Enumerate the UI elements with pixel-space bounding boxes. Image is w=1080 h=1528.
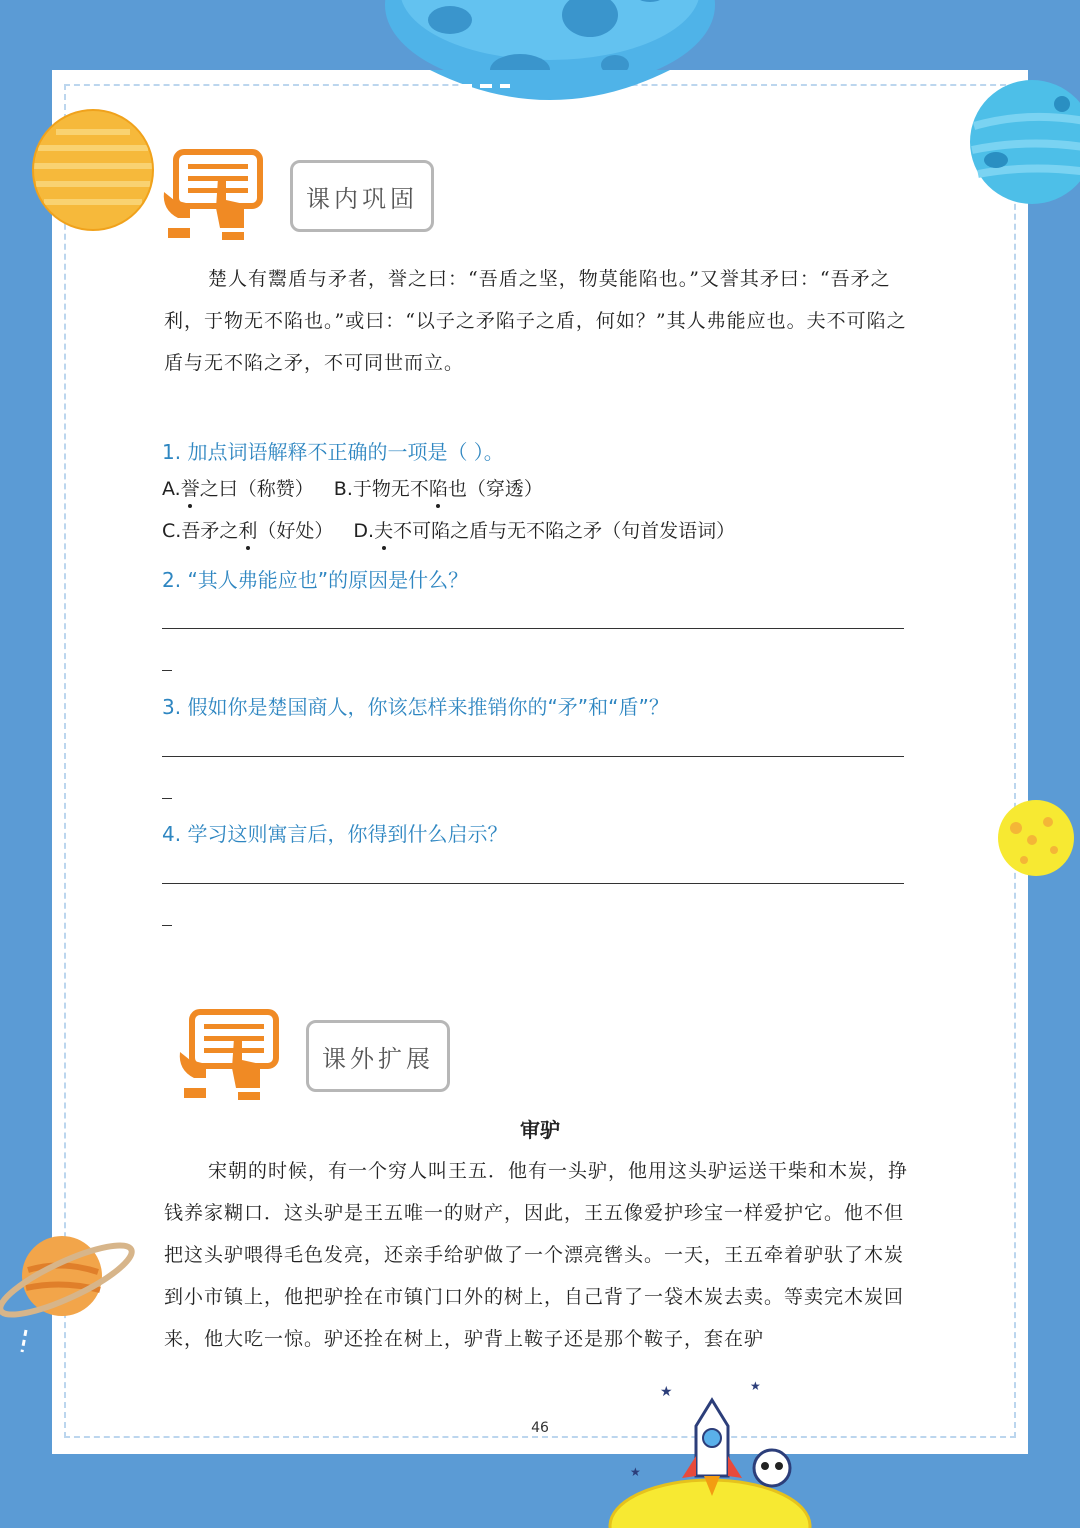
option-b: B.于物无不陷也（穿透）	[333, 478, 543, 500]
question-1: 1. 加点词语解释不正确的一项是（ ）。	[162, 440, 504, 464]
question-4: 4. 学习这则寓言后，你得到什么启示？	[162, 822, 508, 846]
options-line-cd	[162, 516, 741, 543]
svg-text:★: ★	[750, 1379, 761, 1393]
page-number: 46	[531, 1420, 549, 1436]
answer-line-4[interactable]	[162, 883, 904, 884]
tablet-touch-icon	[160, 148, 266, 242]
answer-line-4-continuation	[162, 925, 172, 926]
tablet-touch-icon	[176, 1008, 282, 1102]
svg-text:★: ★	[660, 1384, 673, 1400]
yellow-planet-decoration	[30, 108, 158, 232]
answer-line-3-continuation	[162, 798, 172, 799]
ringed-planet-decoration	[0, 1230, 140, 1360]
story-body: 宋朝的时候，有一个穷人叫王五．他有一头驴，他用这头驴运送干柴和木炭，挣钱养家糊口．这头驴是王五唯一的财产，因此，王五像爱护珍宝一样爱护它。他不但把这头驴喂得毛色发亮，还亲手给驴做了一个漂亮辔头。一天，王五牵着驴驮了木炭到小市镇上，他把驴拴在市镇门口外的树上，自己背了一袋木炭去卖。等卖完木炭回来，他大吃一惊。驴还拴在树上，驴背上鞍子还是那个鞍子，套在驴	[164, 1160, 909, 1350]
question-3: 3. 假如你是楚国商人，你该怎样来推销你的“矛”和“盾”？	[162, 695, 669, 719]
answer-line-2[interactable]	[162, 628, 904, 629]
story-title: 审驴	[520, 1118, 560, 1142]
question-2: 2. “其人弗能应也”的原因是什么？	[162, 568, 469, 592]
option-a: A.誉之曰（称赞）	[162, 478, 314, 500]
dotted-word-c: 利	[238, 520, 258, 542]
dotted-word-b: 陷	[428, 478, 448, 500]
svg-text:★: ★	[630, 1465, 641, 1479]
answer-line-2-continuation	[162, 670, 172, 671]
option-c: C.吾矛之利（好处）	[162, 520, 334, 542]
dotted-word-d: 夫	[374, 520, 394, 542]
dotted-word-a: 誉	[180, 478, 200, 500]
rocket-panda-decoration	[600, 1376, 820, 1528]
section-label-consolidate: 课内巩固	[290, 160, 434, 232]
options-line-ab	[162, 474, 549, 501]
passage-paragraph: 楚人有鬻盾与矛者，誉之曰：“吾盾之坚，物莫能陷也。”又誉其矛曰：“吾矛之利，于物无不陷也。”或曰：“以子之矛陷子之盾，何如？”其人弗能应也。夫不可陷之盾与无不陷之矛，不可同世而立。	[164, 268, 907, 374]
option-d: D.夫不可陷之盾与无不陷之矛（句首发语词）	[353, 520, 736, 542]
section-label-extend: 课外扩展	[306, 1020, 450, 1092]
blue-moon-rim	[420, 70, 680, 120]
yellow-moon-decoration	[994, 798, 1080, 878]
answer-line-3[interactable]	[162, 756, 904, 757]
striped-blue-planet-decoration	[970, 80, 1080, 206]
